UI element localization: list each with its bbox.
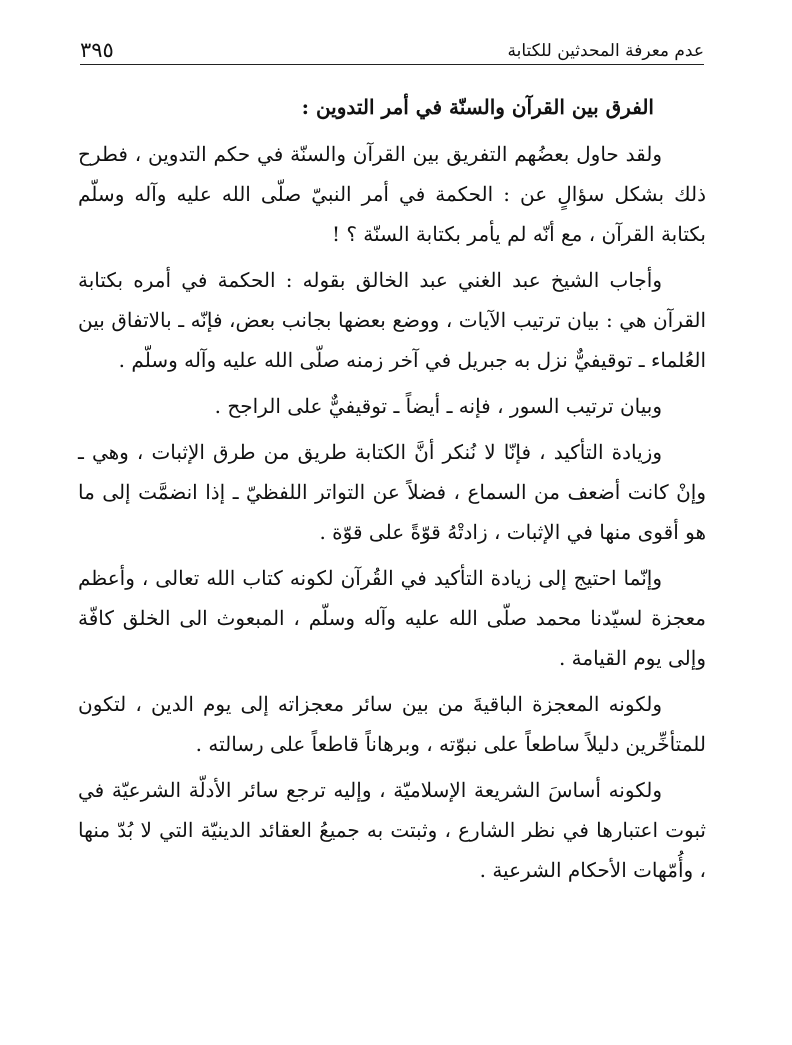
paragraph: وبيان ترتيب السور ، فإنه ـ أيضاً ـ توقيفيٌّ على الراجح . (214, 394, 662, 418)
running-head (80, 30, 704, 65)
paragraph: وإنّما احتيج إلى زيادة التأكيد في القُرآن لكونه كتاب الله تعالى ، وأعظم معجزة لسيّدنا محمد صلّى الله عليه وآله وسلّم ، المبعوث الى الخلق كافّة وإلى يوم القيامة . (78, 566, 706, 670)
running-title: عدم معرفة المحدثين للكتابة (507, 41, 704, 61)
paragraph: وأجاب الشيخ عبد الغني عبد الخالق بقوله : الحكمة في أمره بكتابة القرآن هي : بيان ترتيب الآيات ، ووضع بعضها بجانب بعض، فإنّه ـ بالاتفاق بين العُلماء ـ توقيفيٌّ نزل به جبريل في آخر زمنه صلّى الله عليه وآله وسلّم . (78, 268, 706, 372)
section-heading: الفرق بين القرآن والسنّة في أمر التدوين : (301, 95, 654, 119)
paragraph: وزيادة التأكيد ، فإنّا لا نُنكر أنَّ الكتابة طريق من طرق الإثبات ، وهي ـ وإنْ كانت أضعف من السماع ، فضلاً عن التواتر اللفظيّ ـ إذا انضمَّت إلى ما هو أقوى منها في الإثبات ، زادتْهُ قوّةً على قوّة . (78, 440, 706, 544)
paragraph: ولكونه المعجزة الباقيةَ من بين سائر معجزاته إلى يوم الدين ، لتكون للمتأخِّرين دليلاً ساطعاً على نبوّته ، وبرهاناً قاطعاً على رسالته . (78, 692, 706, 756)
paragraph: ولكونه أساسَ الشريعة الإسلاميّة ، وإليه ترجع سائر الأدلّة الشرعيّة في ثبوت اعتبارها في نظر الشارع ، وثبتت به جميعُ العقائد الدينيّة التي لا بُدّ منها ، وأُمّهات الأحكام الشرعية . (78, 778, 706, 882)
page-body (78, 82, 706, 896)
page-number: ٣٩٥ (80, 38, 114, 62)
paragraph: ولقد حاول بعضُهم التفريق بين القرآن والسنّة في حكم التدوين ، فطرح ذلك بشكل سؤالٍ عن : الحكمة في أمر النبيّ صلّى الله عليه وآله وسلّم بكتابة القرآن ، مع أنّه لم يأمر بكتابة السنّة ؟ ! (78, 142, 706, 246)
